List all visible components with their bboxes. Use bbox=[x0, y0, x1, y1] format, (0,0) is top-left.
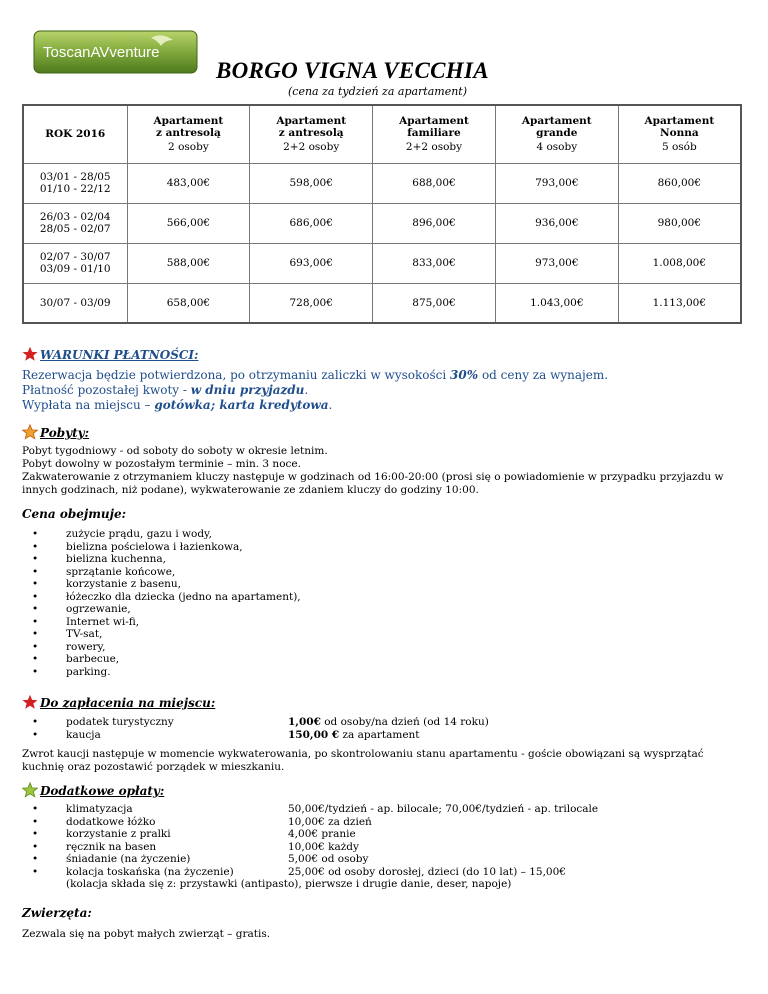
year-cell: ROK 2016 bbox=[23, 105, 127, 163]
list-item: • podatek turystyczny 1,00€ od osoby/na dzień (od 14 roku) bbox=[22, 716, 744, 729]
animals-section bbox=[22, 906, 744, 941]
list-item: • barbecue, bbox=[22, 653, 744, 666]
list-item: • dodatkowe łóżko 10,00€ za dzień bbox=[22, 816, 744, 829]
price-cell: 588,00€ bbox=[127, 243, 250, 283]
col-header: Apartament familiare 2+2 osoby bbox=[373, 105, 496, 163]
page-subtitle: (cena za tydzień za apartament) bbox=[288, 85, 468, 98]
animals-text: Zezwala się na pobyt małych zwierząt – gratis. bbox=[22, 928, 271, 940]
list-item: • sprzątanie końcowe, bbox=[22, 566, 744, 579]
animals-heading: Zwierzęta: bbox=[22, 906, 92, 920]
col-header: Apartament grande 4 osoby bbox=[495, 105, 618, 163]
table-row bbox=[23, 203, 741, 243]
price-cell: 875,00€ bbox=[373, 283, 496, 323]
price-cell: 793,00€ bbox=[495, 163, 618, 203]
price-cell: 936,00€ bbox=[495, 203, 618, 243]
price-cell: 896,00€ bbox=[373, 203, 496, 243]
price-cell: 1.043,00€ bbox=[495, 283, 618, 323]
stays-line-1: Pobyt tygodniowy - od soboty do soboty w okresie letnim. bbox=[22, 445, 328, 457]
list-item: • śniadanie (na życzenie) 5,00€ od osoby bbox=[22, 853, 744, 866]
stays-line-3: Zakwaterowanie z otrzymaniem kluczy następuje w godzinach od 16:00-20:00 (prosi się o powiadomienie w przypadku przyjazdu w innych godzinach, niż podane), wykwaterowanie ze zdaniem kluczy do godziny 10:00. bbox=[22, 471, 724, 496]
red-star-icon bbox=[22, 694, 38, 710]
deposit-note: Zwrot kaucji następuje w momencie wykwaterowania, po skontrolowaniu stanu apartamentu - goście obowiązani są wysprzątać kuchnię oraz pozostawić porządek w mieszkaniu. bbox=[22, 748, 704, 773]
col-header: Apartament z antresolą 2+2 osoby bbox=[250, 105, 373, 163]
stays-line-2: Pobyt dowolny w pozostałym terminie – min. 3 noce. bbox=[22, 458, 301, 470]
red-star-icon bbox=[22, 346, 38, 362]
payment-line-2: Płatność pozostałej kwoty - w dniu przyjazdu. bbox=[22, 383, 309, 397]
table-row bbox=[23, 283, 741, 323]
price-table-header bbox=[23, 105, 741, 163]
list-item: • zużycie prądu, gazu i wody, bbox=[22, 528, 744, 541]
payment-section bbox=[22, 346, 608, 413]
dinner-note: (kolacja składa się z: przystawki (antipasto), pierwsze i drugie danie, deser, napoje) bbox=[66, 878, 512, 890]
stays-section bbox=[22, 424, 744, 497]
payment-line-1: Rezerwacja będzie potwierdzona, po otrzymaniu zaliczki w wysokości 30% od ceny za wynajem. bbox=[22, 368, 609, 382]
list-item: • łóżeczko dla dziecka (jedno na apartament), bbox=[22, 591, 744, 604]
price-cell: 833,00€ bbox=[373, 243, 496, 283]
price-cell: 483,00€ bbox=[127, 163, 250, 203]
green-star-icon bbox=[22, 782, 38, 798]
extra-heading: Dodatkowe opłaty: bbox=[22, 782, 744, 798]
price-cell: 693,00€ bbox=[250, 243, 373, 283]
price-cell: 1.008,00€ bbox=[618, 243, 741, 283]
price-cell: 860,00€ bbox=[618, 163, 741, 203]
list-item: • rowery, bbox=[22, 641, 744, 654]
orange-star-icon bbox=[22, 424, 38, 440]
list-item: • klimatyzacja 50,00€/tydzień - ap. bilocale; 70,00€/tydzień - ap. trilocale bbox=[22, 803, 744, 816]
period-cell: 02/07 - 30/07 03/09 - 01/10 bbox=[23, 243, 127, 283]
table-row bbox=[23, 243, 741, 283]
price-cell: 686,00€ bbox=[250, 203, 373, 243]
list-item: • parking. bbox=[22, 666, 744, 679]
period-cell: 30/07 - 03/09 bbox=[23, 283, 127, 323]
table-row bbox=[23, 163, 741, 203]
toscanavventure-logo bbox=[33, 30, 198, 74]
includes-section bbox=[22, 507, 744, 678]
payment-line-3: Wypłata na miejscu – gotówka; karta kredytowa. bbox=[22, 398, 333, 412]
page-title: BORGO VIGNA VECCHIA bbox=[216, 58, 489, 83]
logo-text: ToscanAVventure bbox=[43, 44, 160, 61]
price-cell: 980,00€ bbox=[618, 203, 741, 243]
list-item: • bielizna kuchenna, bbox=[22, 553, 744, 566]
list-item: • korzystanie z pralki 4,00€ pranie bbox=[22, 828, 744, 841]
onsite-heading: Do zapłacenia na miejscu: bbox=[22, 694, 744, 710]
price-table bbox=[22, 104, 742, 324]
payment-heading: WARUNKI PŁATNOŚCI: bbox=[22, 346, 608, 362]
price-cell: 728,00€ bbox=[250, 283, 373, 323]
list-item: • korzystanie z basenu, bbox=[22, 578, 744, 591]
price-cell: 658,00€ bbox=[127, 283, 250, 323]
list-item: • ogrzewanie, bbox=[22, 603, 744, 616]
onsite-section bbox=[22, 694, 744, 774]
list-item: • bielizna pościelowa i łazienkowa, bbox=[22, 541, 744, 554]
list-item: • kaucja 150,00 € za apartament bbox=[22, 729, 744, 742]
list-item: • ręcznik na basen 10,00€ każdy bbox=[22, 841, 744, 854]
list-item: • TV-sat, bbox=[22, 628, 744, 641]
period-cell: 26/03 - 02/04 28/05 - 02/07 bbox=[23, 203, 127, 243]
col-header: Apartament Nonna 5 osób bbox=[618, 105, 741, 163]
list-item: • Internet wi-fi, bbox=[22, 616, 744, 629]
extra-section bbox=[22, 782, 744, 891]
col-header: Apartament z antresolą 2 osoby bbox=[127, 105, 250, 163]
stays-heading: Pobyty: bbox=[22, 424, 744, 440]
price-cell: 688,00€ bbox=[373, 163, 496, 203]
list-item: • kolacja toskańska (na życzenie) 25,00€ od osoby dorosłej, dzieci (do 10 lat) – 15,00€ bbox=[22, 866, 744, 879]
price-cell: 1.113,00€ bbox=[618, 283, 741, 323]
price-cell: 973,00€ bbox=[495, 243, 618, 283]
price-cell: 566,00€ bbox=[127, 203, 250, 243]
includes-heading: Cena obejmuje: bbox=[22, 507, 127, 521]
period-cell: 03/01 - 28/05 01/10 - 22/12 bbox=[23, 163, 127, 203]
includes-list bbox=[22, 528, 744, 678]
price-cell: 598,00€ bbox=[250, 163, 373, 203]
